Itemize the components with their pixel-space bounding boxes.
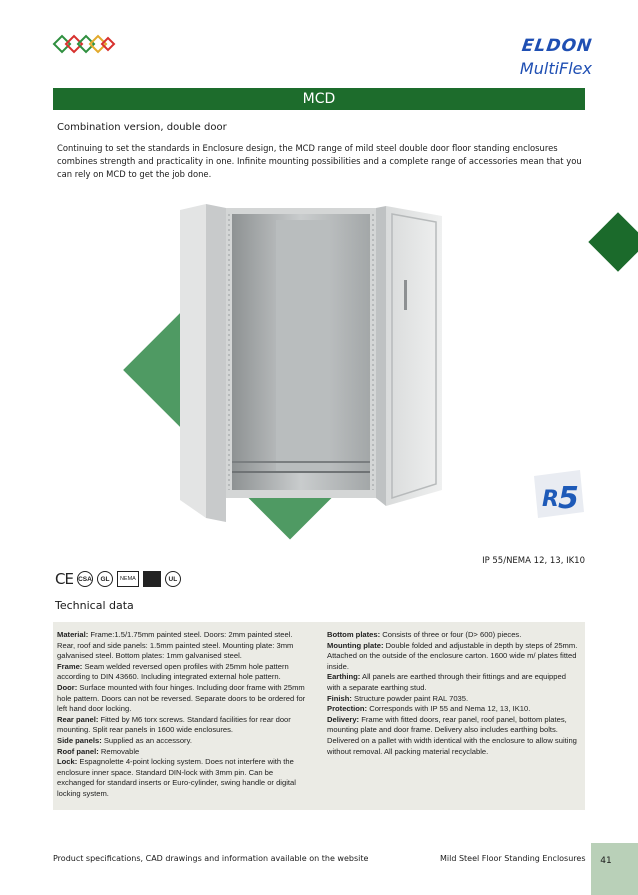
csa-mark-icon: CSA	[77, 571, 93, 587]
subtitle: Combination version, double door	[57, 122, 227, 133]
technical-column-left	[57, 630, 307, 800]
page-title: MCD	[53, 88, 585, 110]
spec-item: Door: Surface mounted with four hinges. Including door frame with 25mm hole pattern. Doors can not be reversed. Separate doors to be ordered for left hand door locking.	[57, 682, 306, 714]
spec-item: Frame: Seam welded reversed open profiles with 25mm hole pattern according to DIN 43660. Including integrated external hole pattern.	[57, 661, 289, 682]
spec-item: Lock: Espagnolette 4-point locking system. Does not interfere with the enclosure inner space. Standard DIN-lock with 3mm pin. Can be exchanged for standard inserts or Euro-cylinder, swing handle or digital locking system.	[57, 757, 296, 798]
ip-mark-icon	[143, 571, 161, 587]
spec-item: Material: Frame:1.5/1.75mm painted steel. Doors: 2mm painted steel. Rear, roof and side panels: 1.5mm painted steel. Mounting plate: 3mm galvanised steel. Bottom plates: 1mm galvanised steel.	[57, 630, 294, 661]
gl-mark-icon: GL	[97, 571, 113, 587]
footer-note: Product specifications, CAD drawings and information available on the website	[53, 854, 369, 863]
svg-text:5: 5	[558, 481, 579, 516]
footer-section-title: Mild Steel Floor Standing Enclosures	[440, 854, 586, 863]
spec-item: Earthing: All panels are earthed through their fittings and are equipped with a separate earthing stud.	[327, 672, 566, 692]
spec-item: Mounting plate: Double folded and adjustable in depth by steps of 25mm. Attached on the outside of the enclosure carton. 1600 wide m/ plates fitted inside.	[327, 640, 578, 671]
spec-item: Rear panel: Fitted by M6 torx screws. Standard facilities for rear door mounting. Split rear panels in 1600 wide enclosures.	[57, 714, 291, 735]
spec-item: Bottom plates: Consists of three or four (D> 600) pieces.	[327, 630, 522, 639]
technical-data-heading: Technical data	[55, 599, 134, 612]
r5-badge-icon	[530, 468, 588, 520]
spec-item: Side panels: Supplied as an accessory.	[57, 735, 192, 745]
enclosure-product-image	[180, 200, 445, 525]
nema-mark-icon: NEMA	[117, 571, 139, 587]
protection-rating: IP 55/NEMA 12, 13, IK10	[482, 556, 585, 566]
svg-text:R: R	[542, 487, 559, 512]
page-number: 41	[600, 856, 612, 866]
ce-mark-icon: CE	[55, 570, 73, 588]
spec-item: Finish: Structure powder paint RAL 7035.	[327, 693, 469, 703]
spec-item: Protection: Corresponds with IP 55 and Nema 12, 13, IK10.	[327, 704, 531, 714]
intro-paragraph: Continuing to set the standards in Enclosure design, the MCD range of mild steel double door floor standing enclosures combines strength and practicality in one. Infinite mounting possibilities and a complete range of accessories mean that you can rely on MCD to get the job done.	[57, 143, 582, 179]
brand-logo: ELDON	[520, 36, 594, 56]
technical-column-right	[327, 630, 579, 757]
page-number-tab	[591, 843, 638, 895]
certification-marks	[55, 568, 181, 590]
product-line: MultiFlex	[519, 59, 592, 78]
decorative-diamond	[588, 212, 638, 271]
technical-data-panel	[53, 622, 585, 810]
spec-item: Roof panel: Removable	[57, 746, 140, 756]
spec-item: Delivery: Frame with fitted doors, rear panel, roof panel, bottom plates, mounting plate and door frame. Delivery also includes earthing bolts. Delivered on a pallet with width identical with the enclosure to allow suiting without removal. All packing material recyclable.	[327, 714, 577, 756]
ul-mark-icon: UL	[165, 571, 181, 587]
logo-diamonds-icon	[52, 34, 116, 54]
